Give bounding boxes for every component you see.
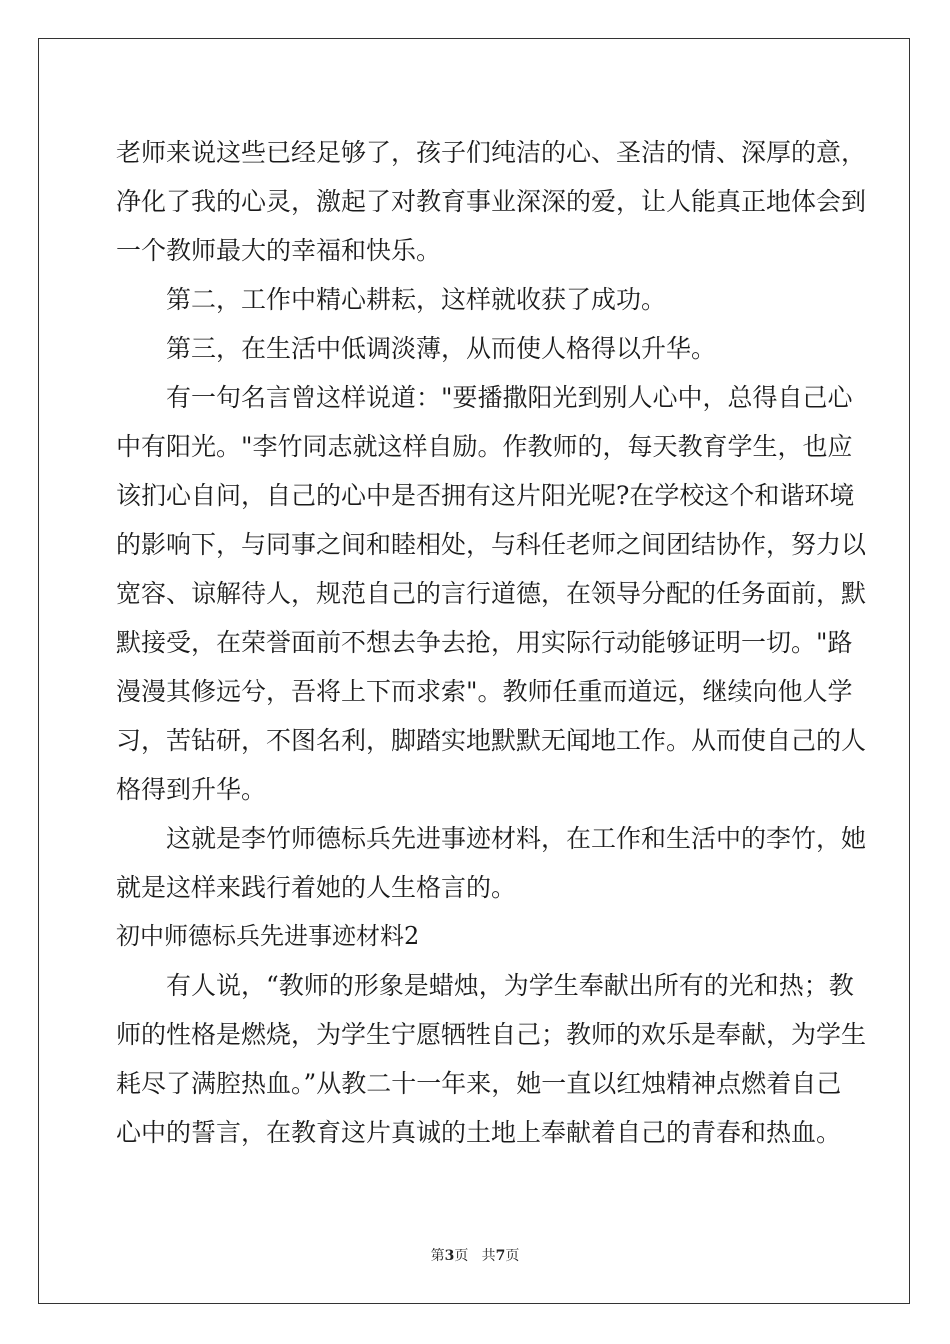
- body-line: 该扪心自问，自己的心中是否拥有这片阳光呢?在学校这个和谐环境: [116, 481, 855, 510]
- body-line: 耗尽了满腔热血。”从教二十一年来，她一直以红烛精神点燃着自己: [116, 1069, 842, 1098]
- paragraph-point-three: 第三，在生活中低调淡薄，从而使人格得以升华。: [166, 334, 717, 363]
- body-line: 中有阳光。"李竹同志就这样自励。作教师的，每天教育学生，也应: [116, 432, 853, 461]
- body-line: 的影响下，与同事之间和睦相处，与科任老师之间团结协作，努力以: [116, 530, 867, 559]
- body-line: 心中的誓言，在教育这片真诚的土地上奉献着自己的青春和热血。: [116, 1118, 842, 1147]
- footer-total-pages: 7: [495, 1248, 506, 1264]
- body-line: 就是这样来践行着她的人生格言的。: [116, 873, 517, 902]
- body-line: 漫漫其修远兮，吾将上下而求索"。教师任重而道远，继续向他人学: [116, 677, 853, 706]
- body-line: 有人说，“教师的形象是蜡烛，为学生奉献出所有的光和热；教: [166, 971, 854, 1000]
- section-heading: 初中师德标兵先进事迹材料2: [116, 922, 420, 950]
- body-line: 一个教师最大的幸福和快乐。: [116, 236, 442, 265]
- footer-prefix: 第: [430, 1248, 445, 1264]
- body-line: 有一句名言曾这样说道："要播撒阳光到别人心中，总得自己心: [166, 383, 853, 412]
- footer-page-number: 3: [444, 1248, 455, 1264]
- body-line: 净化了我的心灵，激起了对教育事业深深的爱，让人能真正地体会到: [116, 187, 867, 216]
- body-line: 习，苦钻研，不图名利，脚踏实地默默无闻地工作。从而使自己的人: [116, 726, 867, 755]
- body-line: 师的性格是燃烧，为学生宁愿牺牲自己；教师的欢乐是奉献，为学生: [116, 1020, 867, 1049]
- document-body: [116, 128, 867, 1157]
- body-line: 这就是李竹师德标兵先进事迹材料，在工作和生活中的李竹，她: [166, 824, 867, 853]
- page-footer: [0, 1245, 950, 1265]
- paragraph-point-two: 第二，工作中精心耕耘，这样就收获了成功。: [166, 285, 667, 314]
- footer-page-suffix: 页: [454, 1248, 469, 1264]
- body-line: 默接受，在荣誉面前不想去争去抢，用实际行动能够证明一切。"路: [116, 628, 853, 657]
- body-line: 宽容、谅解待人，规范自己的言行道德，在领导分配的任务面前，默: [116, 579, 867, 608]
- footer-total-suffix: 页: [505, 1248, 520, 1264]
- body-line: 格得到升华。: [116, 775, 267, 804]
- footer-total-prefix: 共: [481, 1248, 496, 1264]
- body-line: 老师来说这些已经足够了，孩子们纯洁的心、圣洁的情、深厚的意，: [116, 138, 867, 167]
